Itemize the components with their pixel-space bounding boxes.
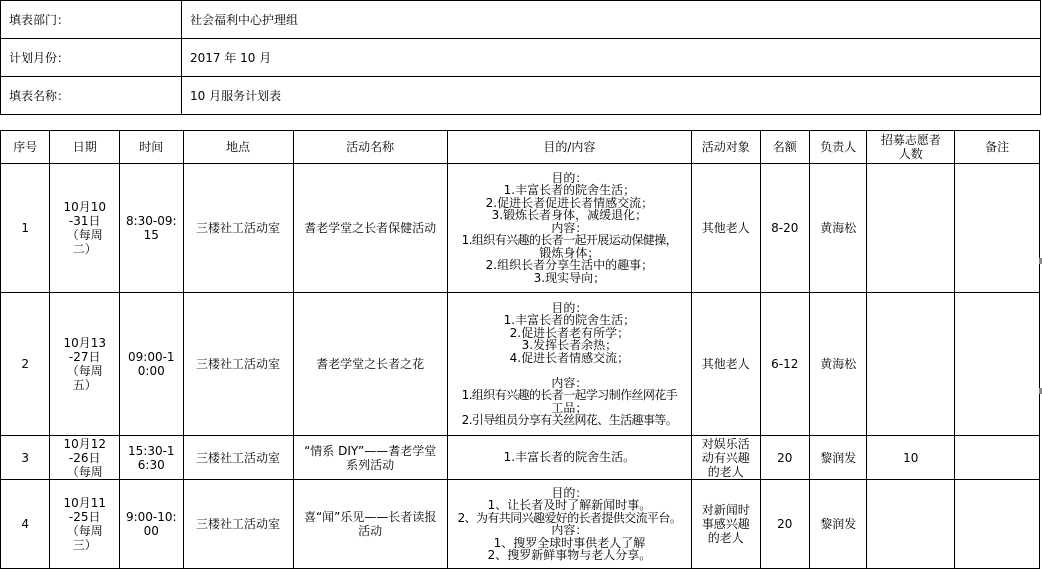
table-cell-time: 9:00-10:00: [120, 480, 184, 569]
table-cell-no: 4: [1, 480, 50, 569]
table-cell-date: 10月11-25日（每周三）: [50, 480, 120, 569]
column-header: 时间: [120, 131, 184, 164]
month-row: [1, 39, 1041, 77]
table-cell-quota: 6-12: [760, 293, 809, 436]
table-cell-remark: [955, 293, 1040, 436]
table-cell-volunteers: [867, 293, 955, 436]
service-plan-table: [0, 130, 1040, 569]
department-label: 填表部门：: [1, 1, 182, 39]
table-cell-purpose: [447, 293, 691, 436]
table-cell-date: 10月12-26日（每周: [50, 436, 120, 480]
table-cell-volunteers: [867, 164, 955, 293]
table-row: [1, 436, 1040, 480]
table-cell-date: 10月13-27日（每周五）: [50, 293, 120, 436]
column-header: 日期: [50, 131, 120, 164]
column-header: 活动名称: [293, 131, 447, 164]
purpose-line: 目的：: [551, 486, 588, 500]
purpose-line: 目的：: [551, 301, 588, 315]
column-header: 名额: [760, 131, 809, 164]
column-header: 活动对象: [691, 131, 760, 164]
table-cell-target: 对新闻时事感兴趣的老人: [691, 480, 760, 569]
purpose-line: 1、让长者及时了解新闻时事。: [487, 498, 652, 512]
table-cell-no: 3: [1, 436, 50, 480]
purpose-line: 工品；: [551, 400, 588, 415]
column-header: 目的/内容: [447, 131, 691, 164]
purpose-line: 锻炼身体；: [539, 245, 600, 260]
table-cell-quota: 8-20: [760, 164, 809, 293]
form-name-row: [1, 77, 1041, 115]
table-cell-time: 15:30-16:30: [120, 436, 184, 480]
purpose-line: 3.锻炼长者身体，减缓退化；: [491, 208, 648, 223]
purpose-line: 2、为有共同兴趣爱好的长者提供交流平台。: [457, 510, 682, 525]
column-header: 地点: [183, 131, 293, 164]
table-cell-time: 09:00-10:00: [120, 293, 184, 436]
department-value: 社会福利中心护理组: [182, 1, 1041, 39]
purpose-line: 2.组织长者分享生活中的趣事；: [485, 258, 654, 273]
purpose-line: 目的：: [551, 171, 588, 185]
table-cell-place: 三楼社工活动室: [183, 436, 293, 480]
table-cell-quota: 20: [760, 480, 809, 569]
table-cell-leader: 黎润发: [809, 480, 866, 569]
purpose-line: 内容：: [551, 375, 588, 390]
table-cell-leader: 黄海松: [809, 293, 866, 436]
table-cell-name: 耆老学堂之长者之花: [293, 293, 447, 436]
column-header-row: [1, 131, 1040, 164]
form-name-value: 10 月服务计划表: [182, 77, 1041, 115]
purpose-line: [448, 364, 691, 377]
table-cell-volunteers: 10: [867, 436, 955, 480]
table-row: [1, 293, 1040, 436]
table-cell-place: 三楼社工活动室: [183, 164, 293, 293]
column-header: 备注: [955, 131, 1040, 164]
form-header-table: [0, 0, 1041, 115]
table-cell-purpose: [447, 436, 691, 480]
table-cell-name: 喜“闻”乐见——长者读报活动: [293, 480, 447, 569]
table-cell-remark: [955, 480, 1040, 569]
purpose-line: 1、搜罗全球时事供老人了解: [493, 535, 646, 550]
table-cell-name: 耆老学堂之长者保健活动: [293, 164, 447, 293]
purpose-line: 4.促进长者情感交流；: [509, 350, 630, 365]
department-row: [1, 1, 1041, 39]
table-cell-place: 三楼社工活动室: [183, 293, 293, 436]
purpose-line: 3.发挥长者余热；: [521, 338, 618, 352]
table-cell-remark: [955, 164, 1040, 293]
purpose-line: 1.组织有兴趣的长者一起学习制作丝网花手: [461, 388, 678, 402]
table-cell-time: 8:30-09:15: [120, 164, 184, 293]
purpose-line: 2.促进长者老有所学；: [509, 325, 630, 340]
column-header: 序号: [1, 131, 50, 164]
purpose-line: 内容：: [551, 523, 588, 537]
table-cell-purpose: [447, 480, 691, 569]
purpose-line: 内容：: [551, 220, 588, 235]
month-value: 2017 年 10 月: [182, 39, 1041, 77]
table-cell-no: 1: [1, 164, 50, 293]
purpose-line: 1.丰富长者的院舍生活；: [503, 313, 636, 327]
table-cell-name: “情系 DIY”——耆老学堂系列活动: [293, 436, 447, 480]
purpose-line: 2、搜罗新鲜事物与老人分享。: [487, 548, 652, 562]
table-row: [1, 480, 1040, 569]
table-cell-quota: 20: [760, 436, 809, 480]
column-header: 负责人: [809, 131, 866, 164]
purpose-line: 1.组织有兴趣的长者一起开展运动保健操，: [461, 233, 678, 248]
form-name-label: 填表名称：: [1, 77, 182, 115]
table-cell-no: 2: [1, 293, 50, 436]
table-cell-place: 三楼社工活动室: [183, 480, 293, 569]
table-cell-volunteers: [867, 480, 955, 569]
purpose-line: 1.丰富长者的院舍生活。: [503, 451, 636, 464]
table-cell-leader: 黎润发: [809, 436, 866, 480]
column-header: 招募志愿者人数: [867, 131, 955, 164]
table-cell-leader: 黄海松: [809, 164, 866, 293]
purpose-line: 1.丰富长者的院舍生活；: [503, 183, 636, 198]
table-cell-target: 对娱乐活动有兴趣的老人: [691, 436, 760, 480]
table-cell-remark: [955, 436, 1040, 480]
purpose-line: 2.引导组员分享有关丝网花、生活趣事等。: [461, 413, 678, 427]
table-cell-target: 其他老人: [691, 164, 760, 293]
month-label: 计划月份：: [1, 39, 182, 77]
table-cell-date: 10月10-31日（每周二）: [50, 164, 120, 293]
purpose-line: 2.促进长者促进长者情感交流；: [485, 195, 654, 210]
purpose-line: 3.现实导向；: [533, 270, 606, 285]
table-cell-purpose: [447, 164, 691, 293]
table-cell-target: 其他老人: [691, 293, 760, 436]
table-row: [1, 164, 1040, 293]
